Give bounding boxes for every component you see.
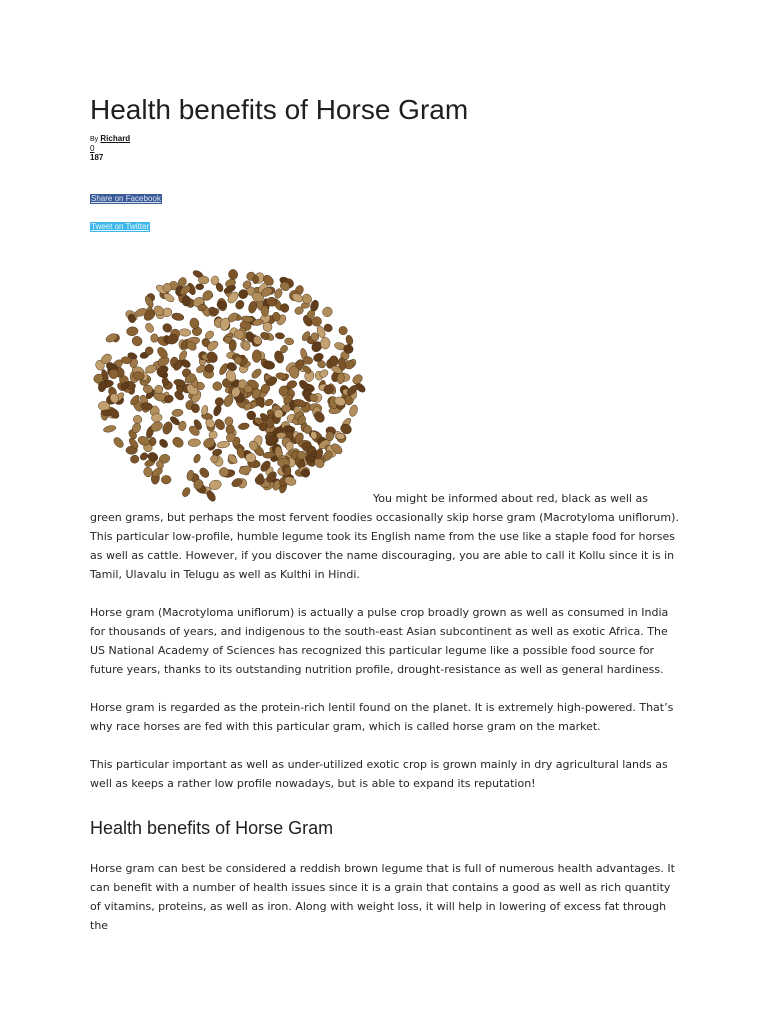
bean-shape [179,328,191,336]
bean-shape [172,409,184,418]
bean-shape [250,367,263,380]
bean-shape [321,305,335,318]
bean-shape [139,451,150,462]
bean-shape [144,322,155,334]
bean-shape [216,440,230,448]
bean-shape [112,436,125,450]
horse-gram-beans-image [90,260,370,510]
by-label: By [90,136,99,143]
bean-shape [149,437,156,446]
bean-shape [351,373,364,386]
bean-shape [320,337,330,349]
article-title: Health benefits of Horse Gram [90,94,469,125]
bean-shape [161,420,174,435]
bean-shape [130,334,144,347]
bean-shape [275,332,285,339]
bean-shape [326,432,334,442]
bean-shape [255,476,265,485]
bean-shape [150,334,158,343]
bean-shape [171,312,185,321]
bean-shape [198,276,209,285]
bean-shape [228,269,239,281]
article-meta [90,134,130,162]
bean-shape [103,424,117,433]
article-paragraph: Horse gram (Macrotyloma uniflorum) is actually a pulse crop broadly grown as well as consumed in India for thousands of years, and indigenous to the south-east Asian subcontinent as well as exotic Africa. The US National Academy of Sciences has recognized this particular legume like a possible food source for future years, thanks to its outstanding nutrition profile, drought-resistance as well as general hardiness. [90,606,669,676]
bean-shape [282,404,291,412]
bean-shape [171,435,185,449]
bean-shape [213,417,226,431]
bean-shape [196,284,204,290]
bean-shape [348,404,359,418]
bean-shape [238,422,250,430]
share-twitter-button[interactable]: Tweet on Twitter [91,222,150,231]
comments-count-link[interactable]: 0 [90,144,95,153]
bean-shape [192,453,201,464]
article-paragraph: Horse gram is regarded as the protein-rich lentil found on the planet. It is extremely high-powered. That’s why race horses are fed with this particular gram, which is called horse gram on the market. [90,701,674,733]
bean-shape [158,438,170,450]
bean-shape [337,325,349,337]
article-paragraph: This particular important as well as under-utilized exotic crop is grown mainly in dry agricultural lands as well as keeps a rather low profile nowadays, but is able to expand its reputation! [90,758,668,790]
bean-shape [212,381,223,392]
bean-shape [253,275,259,283]
views-count: 187 [90,153,104,162]
bean-shape [212,404,223,417]
bean-shape [130,454,140,464]
bean-shape [284,337,294,345]
article-paragraph: You might be informed about red, black as well as green grams, but perhaps the most fervent foodies occasionally skip horse gram (Macrotyloma uniflorum). This particular low-profile, humble legume took its English name from the use like a staple food for horses as well as cattle. However, if you discover the name discouraging, you are able to call it Kollu since it is in Tamil, Ulavalu in Telugu as well as Kulthi in Hindi. [90,492,679,581]
bean-shape [161,475,171,484]
bean-shape [252,350,261,363]
bean-shape [336,433,346,440]
bean-shape [126,326,138,336]
bean-shape [188,438,201,446]
bean-shape [261,306,269,317]
section-paragraph: Horse gram can best be considered a reddish brown legume that is full of numerous health advantages. It can benefit with a number of health issues since it is a grain that contains a good as well as rich quantity of vitamins, proteins, as well as iron. Along with weight loss, it will help in lowering of excess fat through the [90,862,675,932]
bean-shape [345,334,354,345]
bean-shape [198,466,211,479]
share-facebook-button[interactable]: Share on Facebook [91,194,161,203]
bean-shape [234,356,242,364]
section-heading: Health benefits of Horse Gram [90,818,334,838]
bean-shape [205,364,214,372]
author-link[interactable]: Richard [100,134,131,143]
